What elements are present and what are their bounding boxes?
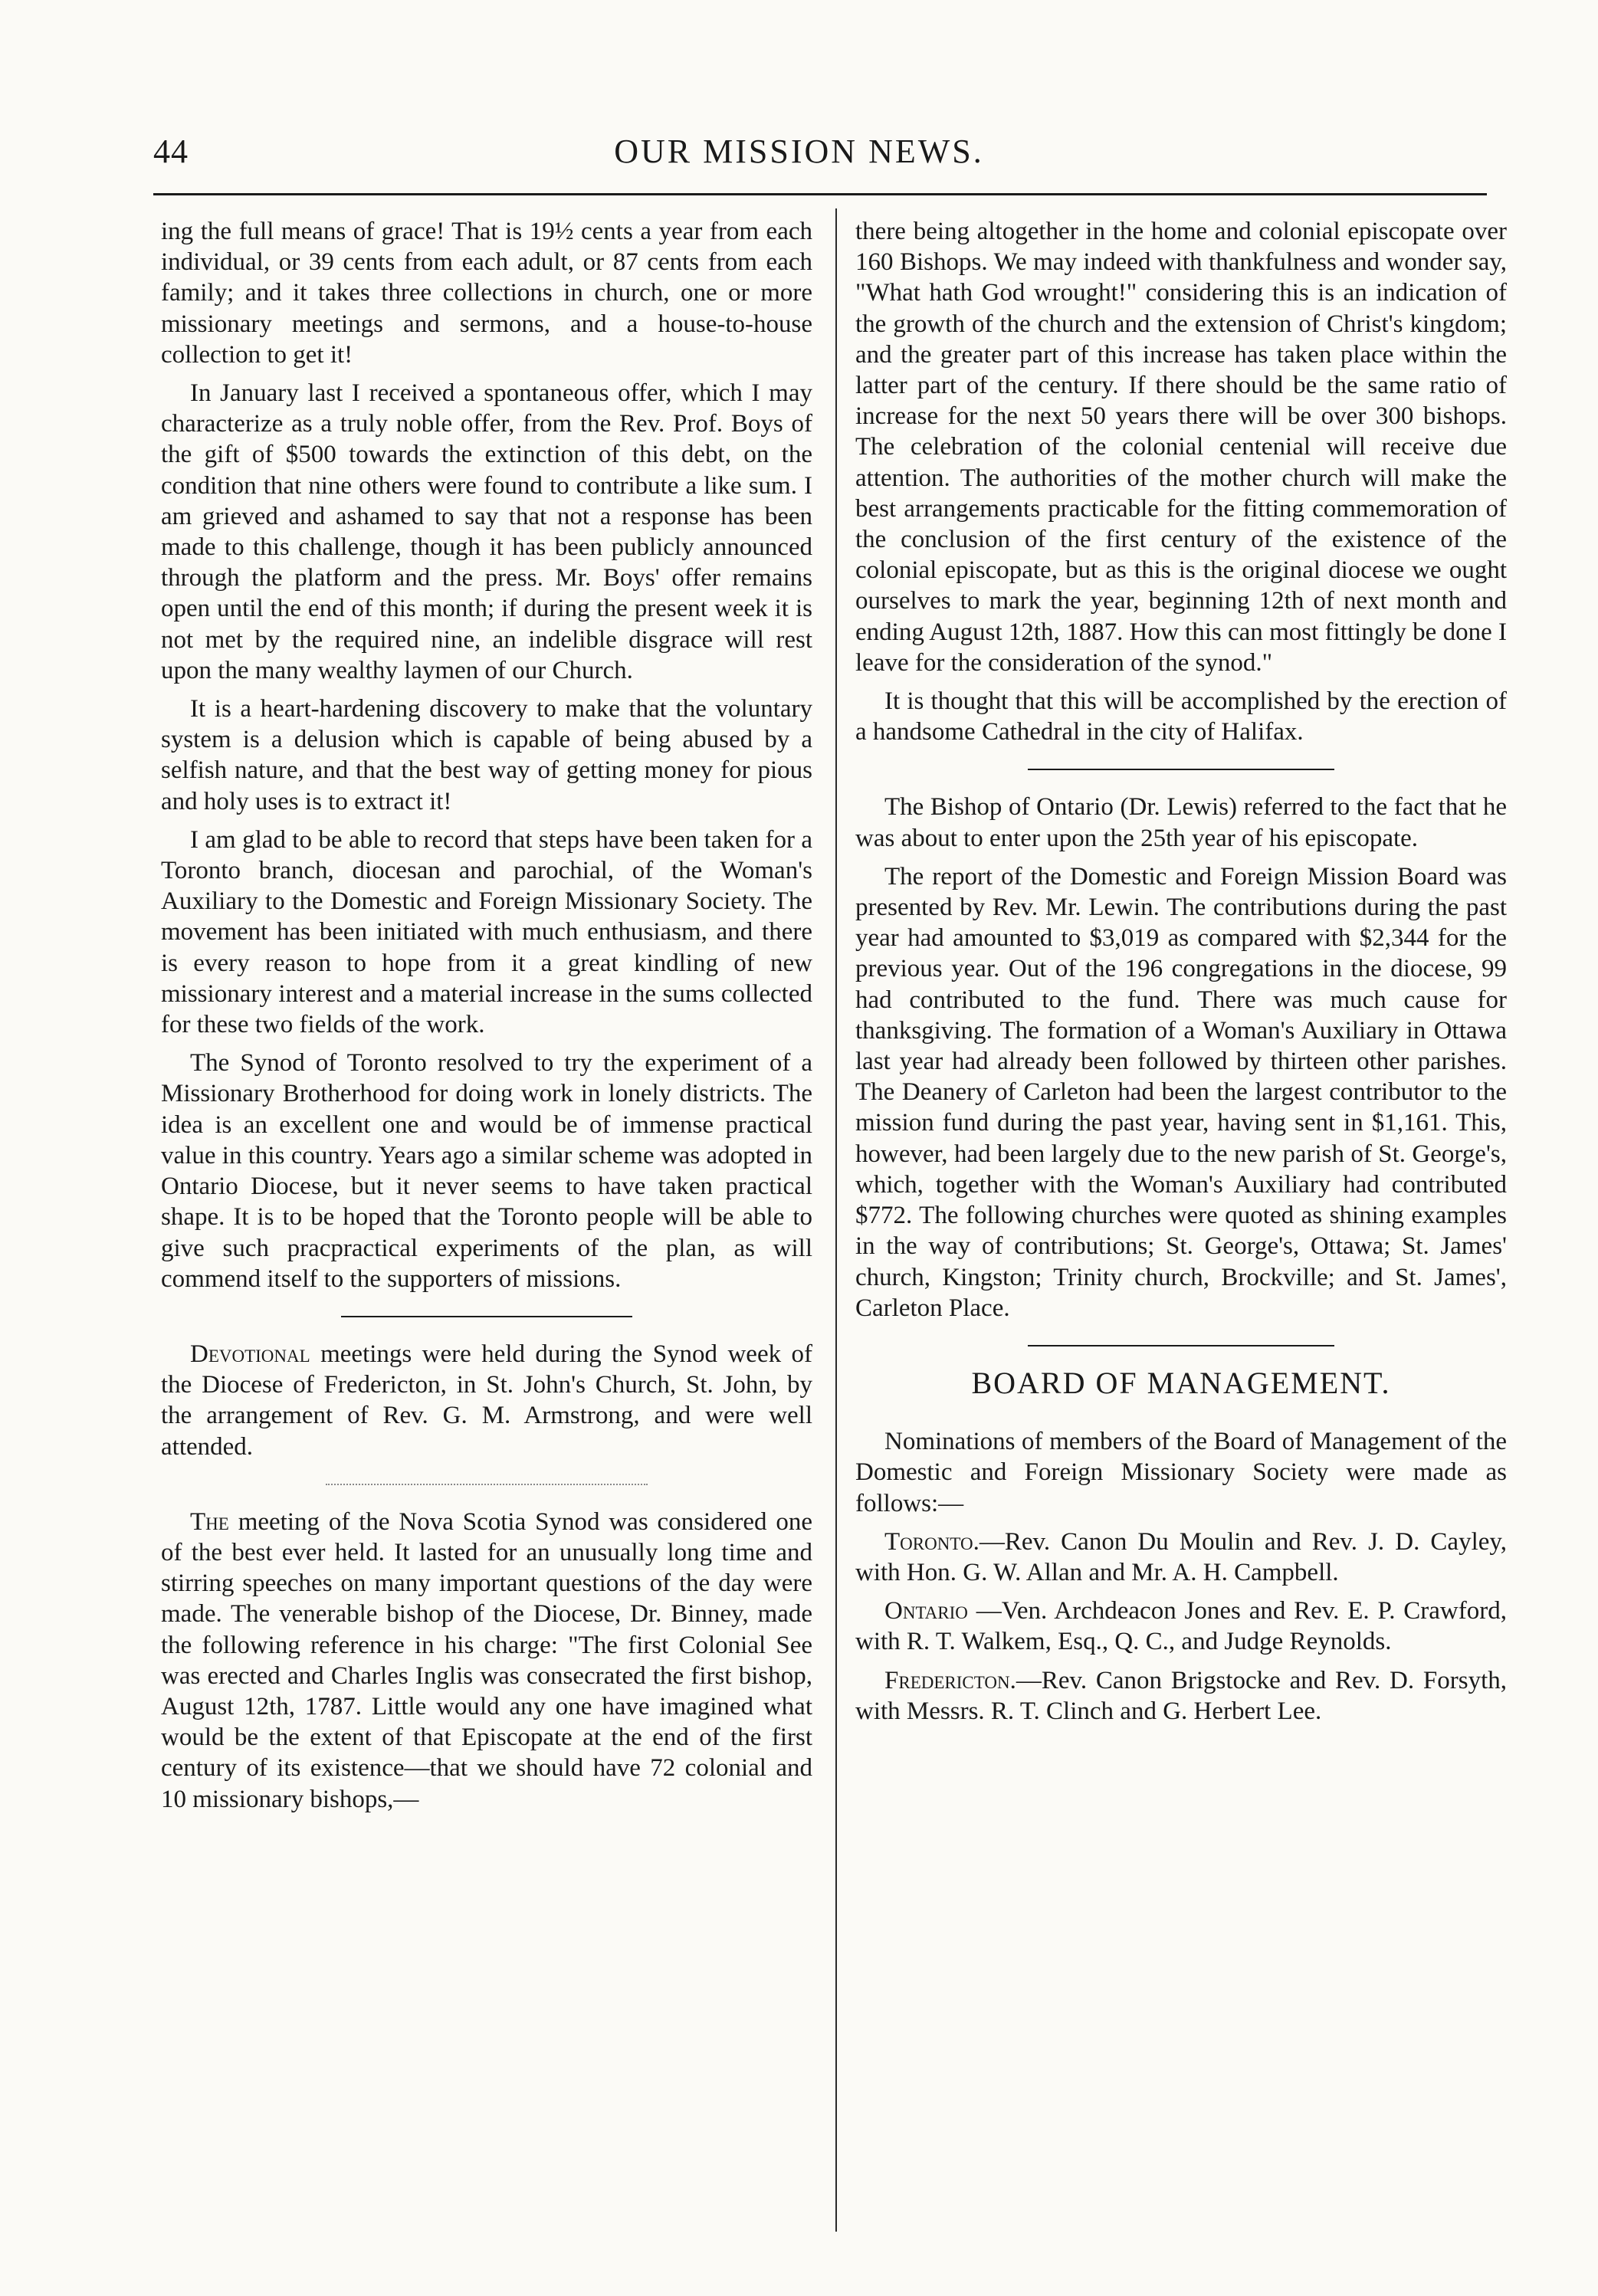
paragraph-text: —Ven. Archdeacon Jones and Rev. E. P. Crawford, with R. T. Walkem, Esq., Q. C., and Judge Reynolds. [855,1597,1507,1656]
paragraph: The Synod of Toronto resolved to try the experiment of a Missionary Brotherhood for doing work in lonely districts. The idea is an excellent one and would be of immense practical value in this country. Years ago a similar scheme was adopted in Ontario Diocese, but it never seems to have taken practical shape. It is to be hoped that the Toronto people will be able to give such pracpractical experiments of the plan, as will commend itself to the supporters of missions. [161,1049,812,1293]
paragraph [855,1596,1507,1657]
column-divider [835,208,837,2232]
paragraph-text: —Rev. Canon Du Moulin and Rev. J. D. Cayley, with Hon. G. W. Allan and Mr. A. H. Campbell. [855,1527,1507,1586]
paragraph [855,1527,1507,1588]
paragraph-text: meetings were held during the Synod week of the Diocese of Fredericton, in St. John's Church, St. John, by the arrangement of Rev. G. M. Armstrong, and were well attended. [161,1340,812,1461]
lead-words: The [190,1507,229,1536]
left-column [161,216,812,2239]
paragraph [161,1507,812,1815]
paragraph: It is thought that this will be accomplished by the erection of a handsome Cathedral in the city of Halifax. [855,687,1507,746]
paragraph [161,1339,812,1462]
page-number: 44 [153,133,189,170]
lead-words: Toronto. [884,1527,979,1556]
header-rule [153,193,1487,195]
paragraph: In January last I received a spontaneous offer, which I may characterize as a truly noble offer, from the Rev. Prof. Boys of the gift of $500 towards the extinction of this debt, on the condition that nine others were found to contribute a like sum. I am grieved and ashamed to say that not a response has been made to this challenge, though it has been publicly announced through the platform and the press. Mr. Boys' offer remains open until the end of this month; if during the present week it is not met by the required nine, an indelible disgrace will rest upon the many wealthy laymen of our Church. [161,379,812,684]
running-title: OUR MISSION NEWS. [614,133,984,170]
lead-words: Devotional [190,1340,310,1368]
lead-words: Fredericton. [884,1666,1016,1694]
paragraph: there being altogether in the home and colonial episcopate over 160 Bishops. We may indeed with thankfulness and wonder say, "What hath God wrought!" considering this is an indication of the growth of the church and the extension of Christ's kingdom; and the greater part of this increase has taken place within the latter part of the century. If there should be the same ratio of increase for the next 50 years there will be over 300 bishops. The celebration of the colonial centenial will receive due attention. The authorities of the mother church will make the best arrangements practicable for the fitting commemoration of the conclusion of the first century of the existence of the colonial episcopate, but as this is the original diocese we ought ourselves to mark the year, beginning 12th of next month and ending August 12th, 1887. How this can most fittingly be done I leave for the consideration of the synod." [855,218,1507,677]
section-divider [326,1484,648,1485]
paragraph: I am glad to be able to record that steps have been taken for a Toronto branch, diocesan and parochial, of the Woman's Auxiliary to the Domestic and Foreign Missionary Society. The movement has been initiated with much enthusiasm, and there is every reason to hope from it a great kindling of new missionary interest and a material increase in the sums collected for these two fields of the work. [161,825,812,1039]
paragraph: ing the full means of grace! That is 19½ cents a year from each individual, or 39 cents from each adult, or 87 cents from each family; and it takes three collections in church, one or more missionary meetings and sermons, and a house-to-house collection to get it! [161,218,812,369]
paragraph: The Bishop of Ontario (Dr. Lewis) referred to the fact that he was about to enter upon the 25th year of his episcopate. [855,793,1507,852]
section-heading: BOARD OF MANAGEMENT. [971,1365,1391,1400]
section-divider [1028,1345,1334,1346]
section-divider [341,1316,632,1317]
paragraph [855,1665,1507,1727]
paragraph: Nominations of members of the Board of Management of the Domestic and Foreign Missionary Society were made as follows:— [855,1428,1507,1517]
paragraph: The report of the Domestic and Foreign Mission Board was presented by Rev. Mr. Lewin. The contributions during the past year had amounted to $3,019 as compared with $2,344 for the previous year. Out of the 196 congregations in the diocese, 99 had contributed to the fund. There was much cause for thanksgiving. The formation of a Woman's Auxiliary in Ottawa last year had already been followed by thirteen other parishes. The Deanery of Carleton had been the largest contributor to the mission fund during the past year, having sent in $1,161. This, however, had been largely due to the new parish of St. George's, which, together with the Woman's Auxiliary had contributed $772. The following churches were quoted as shining examples in the way of contributions; St. George's, Ottawa; St. James' church, Kingston; Trinity church, Brockville; and St. James', Carleton Place. [855,862,1507,1322]
section-divider [1028,769,1334,770]
paragraph: It is a heart-hardening discovery to make that the voluntary system is a delusion which is capable of being abused by a selfish nature, and that the best way of getting money for pious and holy uses is to extract it! [161,695,812,815]
paragraph-text: meeting of the Nova Scotia Synod was considered one of the best ever held. It lasted for an unusually long time and stirring speeches on many important questions of the day were made. The venerable bishop of the Diocese, Dr. Binney, made the following reference in his charge: "The first Colonial See was erected and Charles Inglis was consecrated the first bishop, August 12th, 1787. Little would any one have imagined what would be the extent of that Episcopate at the end of the first century of its existence—that we should have 72 colonial and 10 missionary bishops,— [161,1507,812,1813]
paragraph-text: —Rev. Canon Brigstocke and Rev. D. Forsyth, with Messrs. R. T. Clinch and G. Herbert Lee. [855,1666,1507,1725]
right-column [855,216,1507,2239]
lead-words: Ontario [884,1597,968,1625]
